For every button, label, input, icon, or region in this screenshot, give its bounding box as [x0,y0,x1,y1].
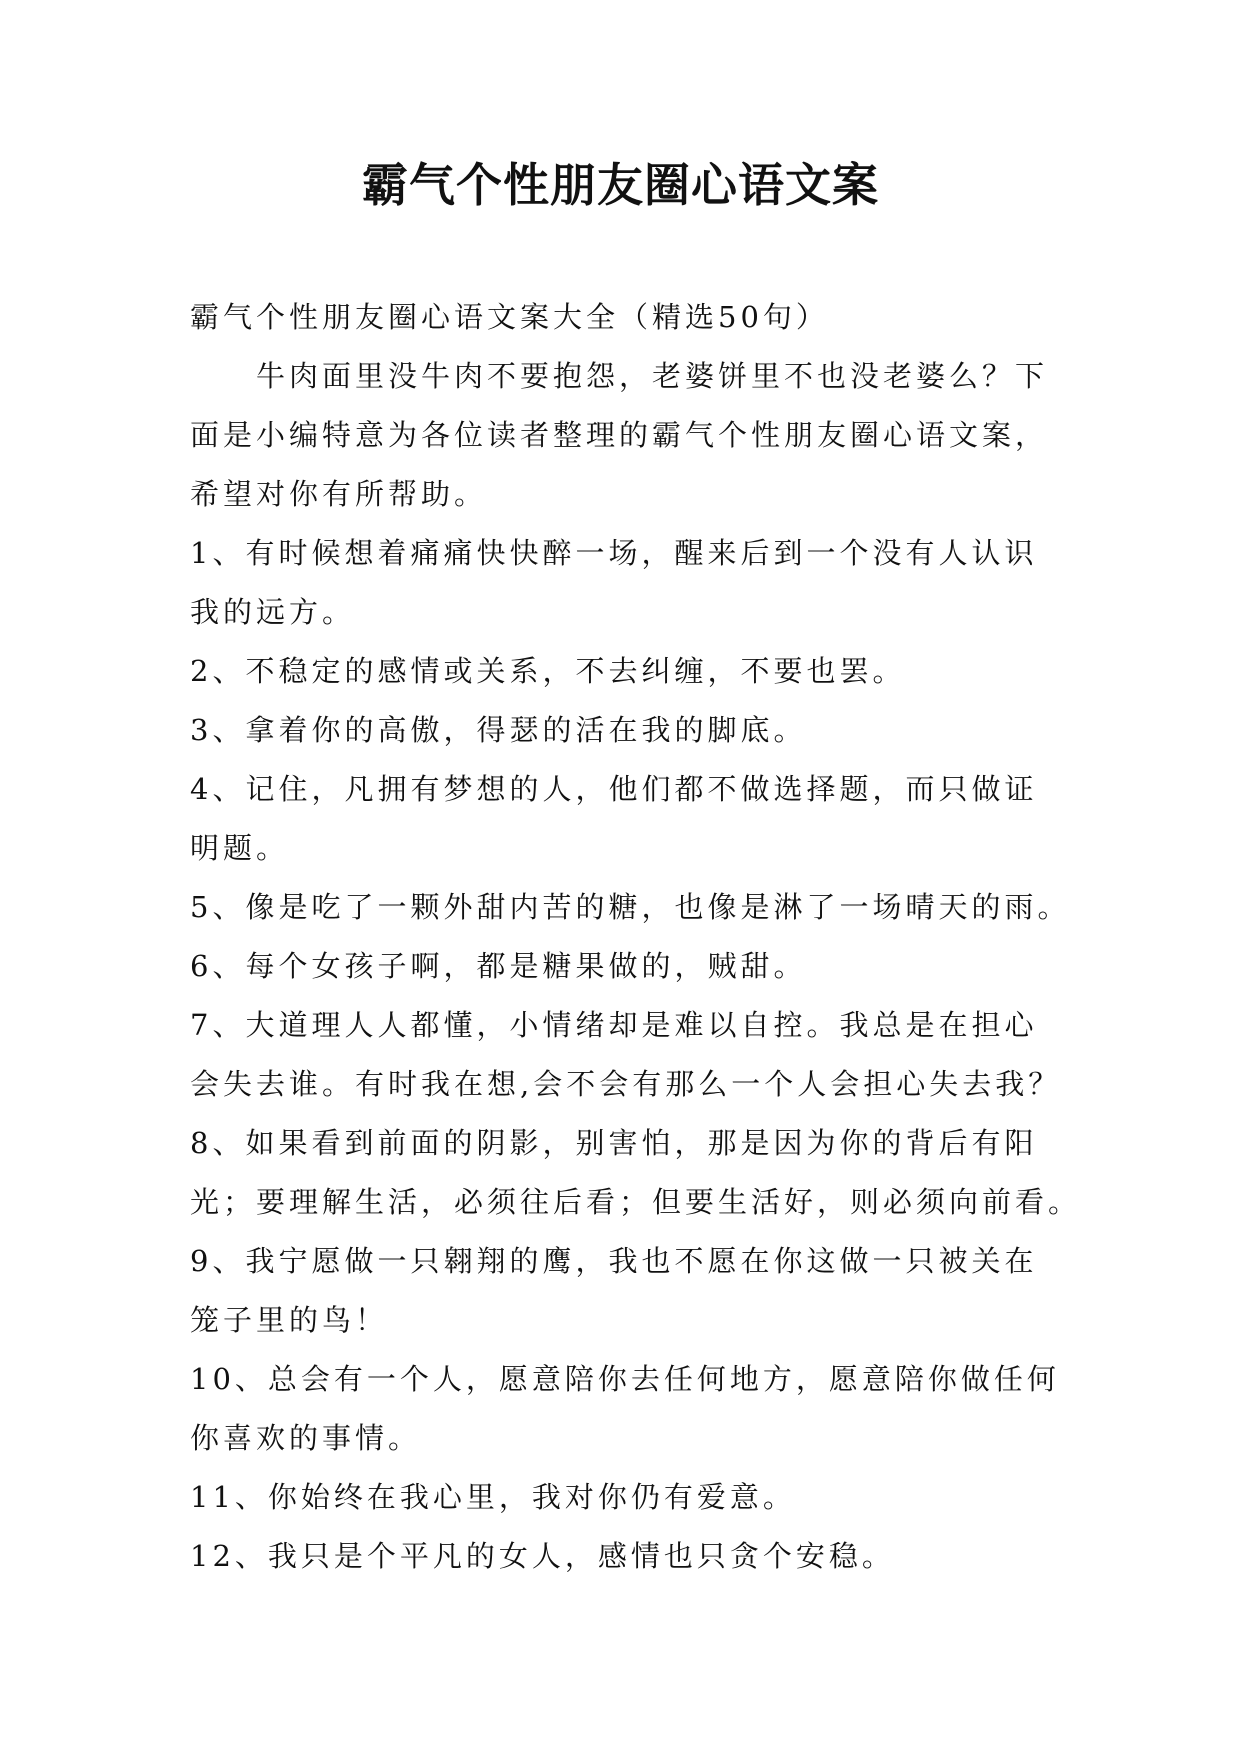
list-item: 3、拿着你的高傲，得瑟的活在我的脚底。 [190,713,807,747]
list-item: 明题。 [190,831,290,865]
intro-line: 希望对你有所帮助。 [190,477,488,511]
list-item: 笼子里的鸟！ [190,1303,389,1337]
list-item: 8、如果看到前面的阴影，别害怕，那是因为你的背后有阳 [190,1126,1038,1160]
document-body [190,288,1082,1586]
list-item: 10、总会有一个人，愿意陪你去任何地方，愿意陪你做任何 [190,1362,1060,1396]
list-item: 会失去谁。有时我在想,会不会有那么一个人会担心失去我？ [190,1067,1062,1101]
document-title: 霸气个性朋友圈心语文案 [362,158,879,212]
list-item: 7、大道理人人都懂，小情绪却是难以自控。我总是在担心 [190,1008,1038,1042]
list-item: 2、不稳定的感情或关系，不去纠缠，不要也罢。 [190,654,906,688]
list-item: 光；要理解生活，必须往后看；但要生活好，则必须向前看。 [190,1185,1082,1219]
list-item: 5、像是吃了一颗外甜内苦的糖，也像是淋了一场晴天的雨。 [190,890,1071,924]
list-item: 我的远方。 [190,595,356,629]
list-item: 4、记住，凡拥有梦想的人，他们都不做选择题，而只做证 [190,772,1038,806]
intro-line: 面是小编特意为各位读者整理的霸气个性朋友圈心语文案， [190,418,1049,452]
list-item: 6、每个女孩子啊，都是糖果做的，贼甜。 [190,949,807,983]
list-item: 1、有时候想着痛痛快快醉一场，醒来后到一个没有人认识 [190,536,1038,570]
list-item: 你喜欢的事情。 [190,1421,422,1455]
intro-line: 牛肉面里没牛肉不要抱怨，老婆饼里不也没老婆么？下 [256,359,1049,393]
list-item: 9、我宁愿做一只翱翔的鹰，我也不愿在你这做一只被关在 [190,1244,1038,1278]
list-item: 11、你始终在我心里，我对你仍有爱意。 [190,1480,796,1514]
list-item: 12、我只是个平凡的女人，感情也只贪个安稳。 [190,1539,895,1573]
document-subtitle: 霸气个性朋友圈心语文案大全（精选50句） [190,300,829,334]
